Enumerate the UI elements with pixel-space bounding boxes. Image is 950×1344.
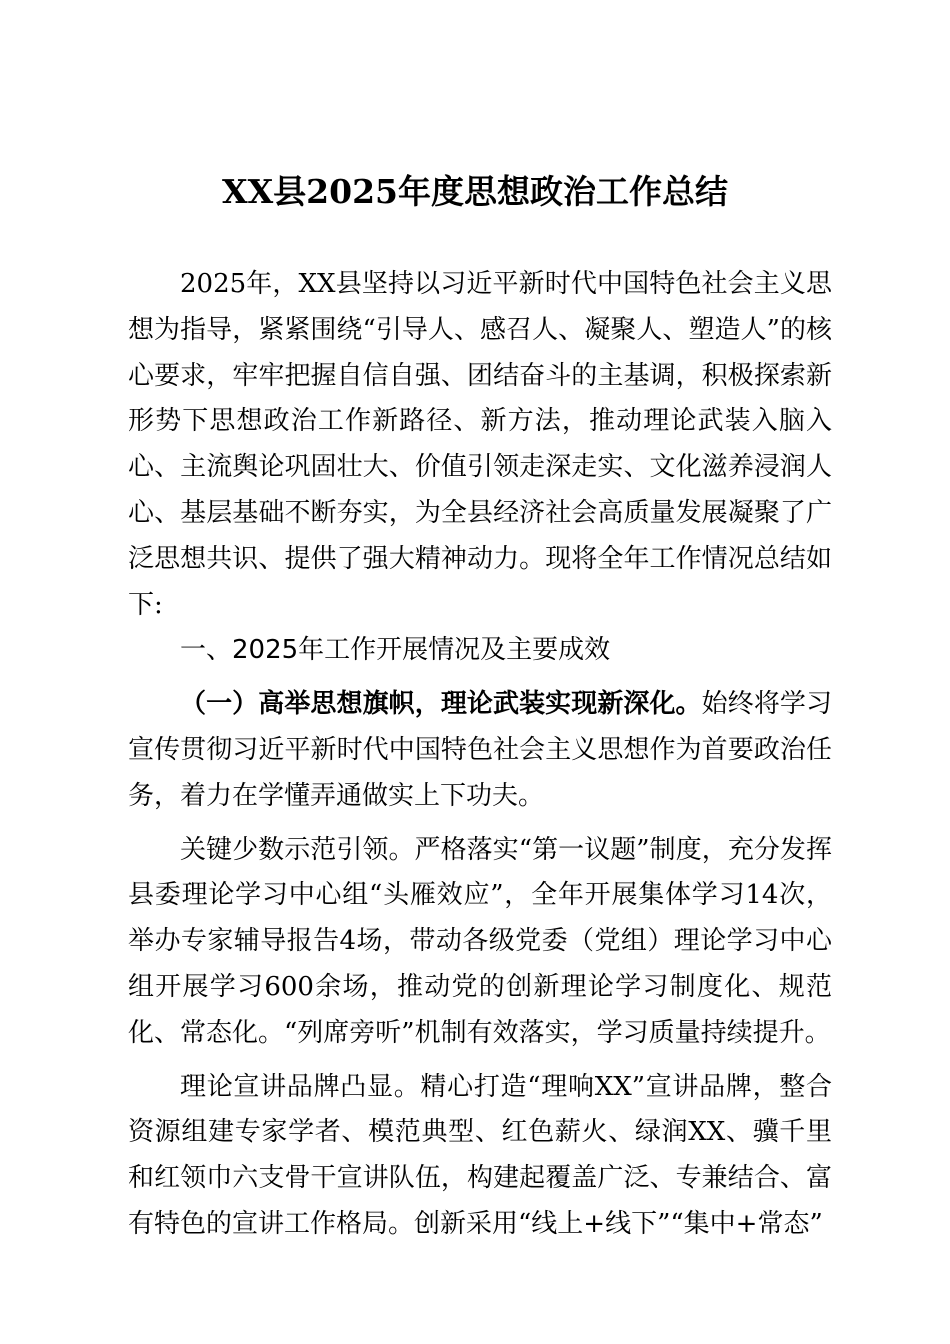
- subsection-text: 始终将学习宣传贯彻习近平新时代中国特色社会主义思想作为首要政治任务，着力在学懂弄通做实上下功夫。: [128, 689, 832, 811]
- document-title: XX县2025年度思想政治工作总结: [221, 172, 729, 211]
- lecture-brand-paragraph: 理论宣讲品牌凸显。精心打造“理响XX”宣讲品牌，整合资源组建专家学者、模范典型、红色薪火、绿润XX、骥千里和红领巾六支骨干宣讲队伍，构建起覆盖广泛、专兼结合、富有特色的宣讲工作格局。创新采用“线上+线下”“集中+常态”: [128, 1071, 832, 1239]
- section-heading: 一、2025年工作开展情况及主要成效: [180, 635, 611, 666]
- subsection-heading: （一）高举思想旗帜，理论武装实现新深化。: [180, 689, 702, 720]
- document-body: [128, 262, 832, 1248]
- intro-paragraph: 2025年，XX县坚持以习近平新时代中国特色社会主义思想为指导，紧紧围绕“引导人、感召人、凝聚人、塑造人”的核心要求，牢牢把握自信自强、团结奋斗的主基调，积极探索新形势下思想政治工作新路径、新方法，推动理论武装入脑入心、主流舆论巩固壮大、价值引领走深走实、文化滋养浸润人心、基层基础不断夯实，为全县经济社会高质量发展凝聚了广泛思想共识、提供了强大精神动力。现将全年工作情况总结如下:: [128, 269, 832, 620]
- subsection-paragraph: [128, 682, 832, 819]
- key-minority-paragraph: 关键少数示范引领。严格落实“第一议题”制度，充分发挥县委理论学习中心组“头雁效应”，全年开展集体学习14次，举办专家辅导报告4场，带动各级党委（党组）理论学习中心组开展学习600余场，推动党的创新理论学习制度化、规范化、常态化。“列席旁听”机制有效落实，学习质量持续提升。: [128, 834, 832, 1048]
